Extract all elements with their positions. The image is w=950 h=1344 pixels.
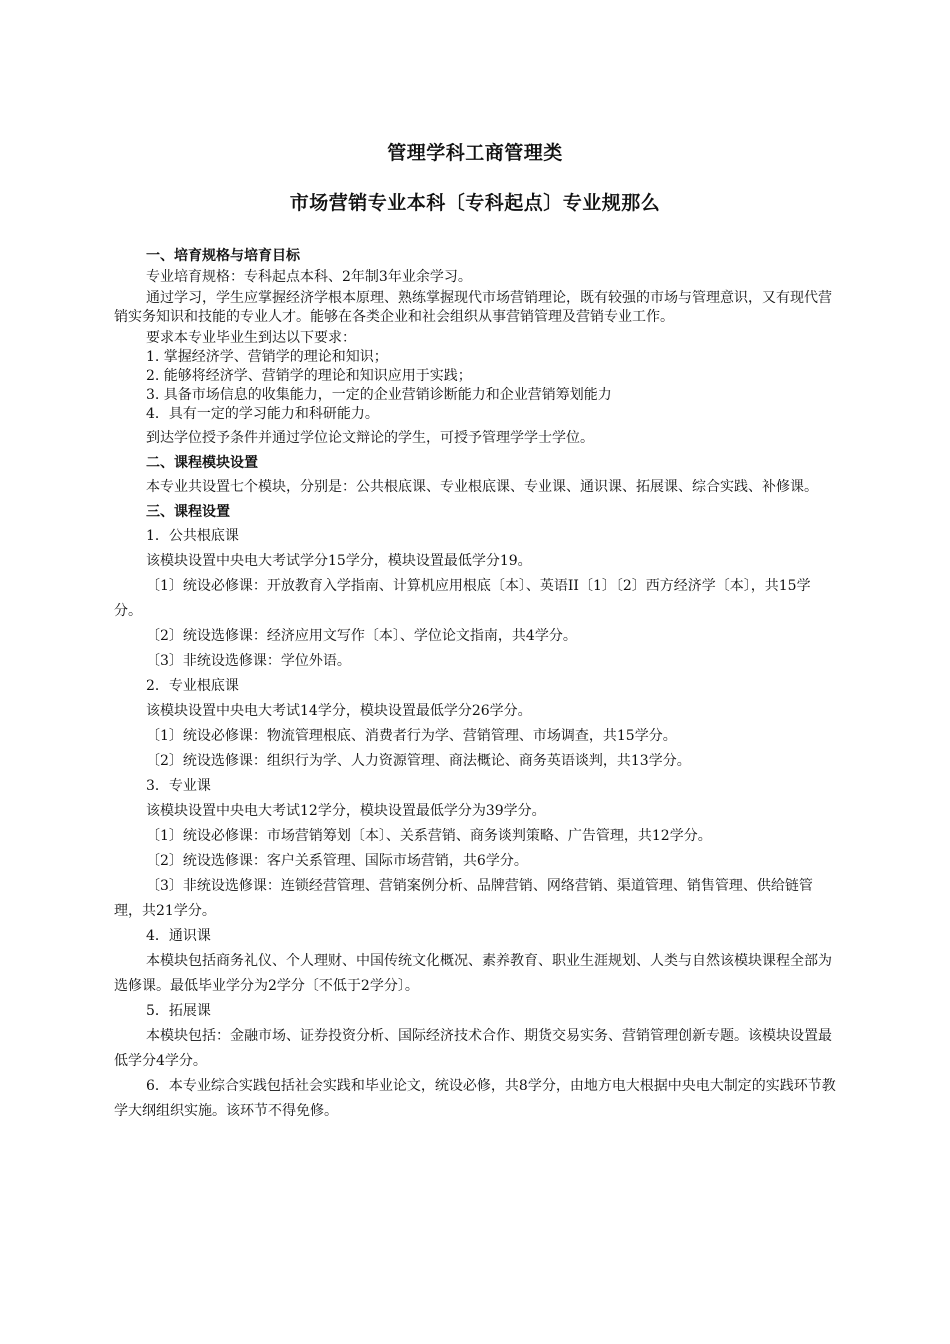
section-heading-courses: 三、课程设置 xyxy=(146,504,230,520)
paragraph: 要求本专业毕业生到达以下要求： xyxy=(146,330,356,346)
section-heading-training: 一、培育规格与培育目标 xyxy=(146,248,300,264)
paragraph: 〔2〕统设选修课：经济应用文写作〔本〕、学位论文指南，共4学分。 xyxy=(146,628,577,644)
document-title: 管理学科工商管理类 xyxy=(387,142,563,164)
module-title: 4．通识课 xyxy=(146,928,211,944)
module-title: 5．拓展课 xyxy=(146,1003,211,1019)
paragraph: 通过学习，学生应掌握经济学根本原理、熟练掌握现代市场营销理论，既有较强的市场与管理意识，又有现代营销实务知识和技能的专业人才。能够在各类企业和社会组织从事营销管理及营销专业工作。 xyxy=(114,290,832,325)
paragraph: 〔2〕统设选修课：组织行为学、人力资源管理、商法概论、商务英语谈判，共13学分。 xyxy=(146,753,691,769)
paragraph: 〔1〕统设必修课：市场营销筹划〔本〕、关系营销、商务谈判策略、广告管理，共12学分。 xyxy=(146,828,712,844)
document-body xyxy=(114,244,838,1124)
paragraph: 6．本专业综合实践包括社会实践和毕业论文，统设必修，共8学分，由地方电大根据中央电大制定的实践环节教学大纲组织实施。该环节不得免修。 xyxy=(114,1078,836,1119)
paragraph: 〔3〕非统设选修课：学位外语。 xyxy=(146,653,351,669)
paragraph: 本模块包括：金融市场、证券投资分析、国际经济技术合作、期货交易实务、营销管理创新专题。该模块设置最低学分4学分。 xyxy=(114,1028,832,1069)
requirement-item: 4．具有一定的学习能力和科研能力。 xyxy=(146,406,379,422)
module-title: 1．公共根底课 xyxy=(146,528,239,544)
paragraph: 〔1〕统设必修课：开放教育入学指南、计算机应用根底〔本〕、英语II〔1〕〔2〕西方经济学〔本〕，共15学分。 xyxy=(114,578,811,619)
paragraph: 〔1〕统设必修课：物流管理根底、消费者行为学、营销管理、市场调查，共15学分。 xyxy=(146,728,677,744)
module-title: 2．专业根底课 xyxy=(146,678,239,694)
paragraph: 该模块设置中央电大考试12学分，模块设置最低学分为39学分。 xyxy=(146,803,546,819)
paragraph: 专业培育规格：专科起点本科、2年制3年业余学习。 xyxy=(146,269,472,285)
requirement-item: 3. 具备市场信息的收集能力，一定的企业营销诊断能力和企业营销筹划能力 xyxy=(146,387,612,403)
paragraph: 该模块设置中央电大考试学分15学分，模块设置最低学分19。 xyxy=(146,553,532,569)
paragraph: 本模块包括商务礼仪、个人理财、中国传统文化概况、素养教育、职业生涯规划、人类与自然该模块课程全部为选修课。最低毕业学分为2学分〔不低于2学分〕。 xyxy=(114,953,832,994)
section-heading-modules: 二、课程模块设置 xyxy=(146,455,258,471)
paragraph: 〔3〕非统设选修课：连锁经营管理、营销案例分析、品牌营销、网络营销、渠道管理、销售管理、供给链管理，共21学分。 xyxy=(114,878,813,919)
requirement-item: 2. 能够将经济学、营销学的理论和知识应用于实践； xyxy=(146,368,472,384)
requirement-item: 1. 掌握经济学、营销学的理论和知识； xyxy=(146,349,388,365)
paragraph: 本专业共设置七个模块，分别是：公共根底课、专业根底课、专业课、通识课、拓展课、综合实践、补修课。 xyxy=(146,479,818,495)
paragraph: 〔2〕统设选修课：客户关系管理、国际市场营销，共6学分。 xyxy=(146,853,528,869)
document-subtitle: 市场营销专业本科〔专科起点〕专业规那么 xyxy=(289,192,661,214)
module-title: 3．专业课 xyxy=(146,778,211,794)
paragraph: 到达学位授予条件并通过学位论文辩论的学生，可授予管理学学士学位。 xyxy=(146,430,594,446)
paragraph: 该模块设置中央电大考试14学分，模块设置最低学分26学分。 xyxy=(146,703,532,719)
